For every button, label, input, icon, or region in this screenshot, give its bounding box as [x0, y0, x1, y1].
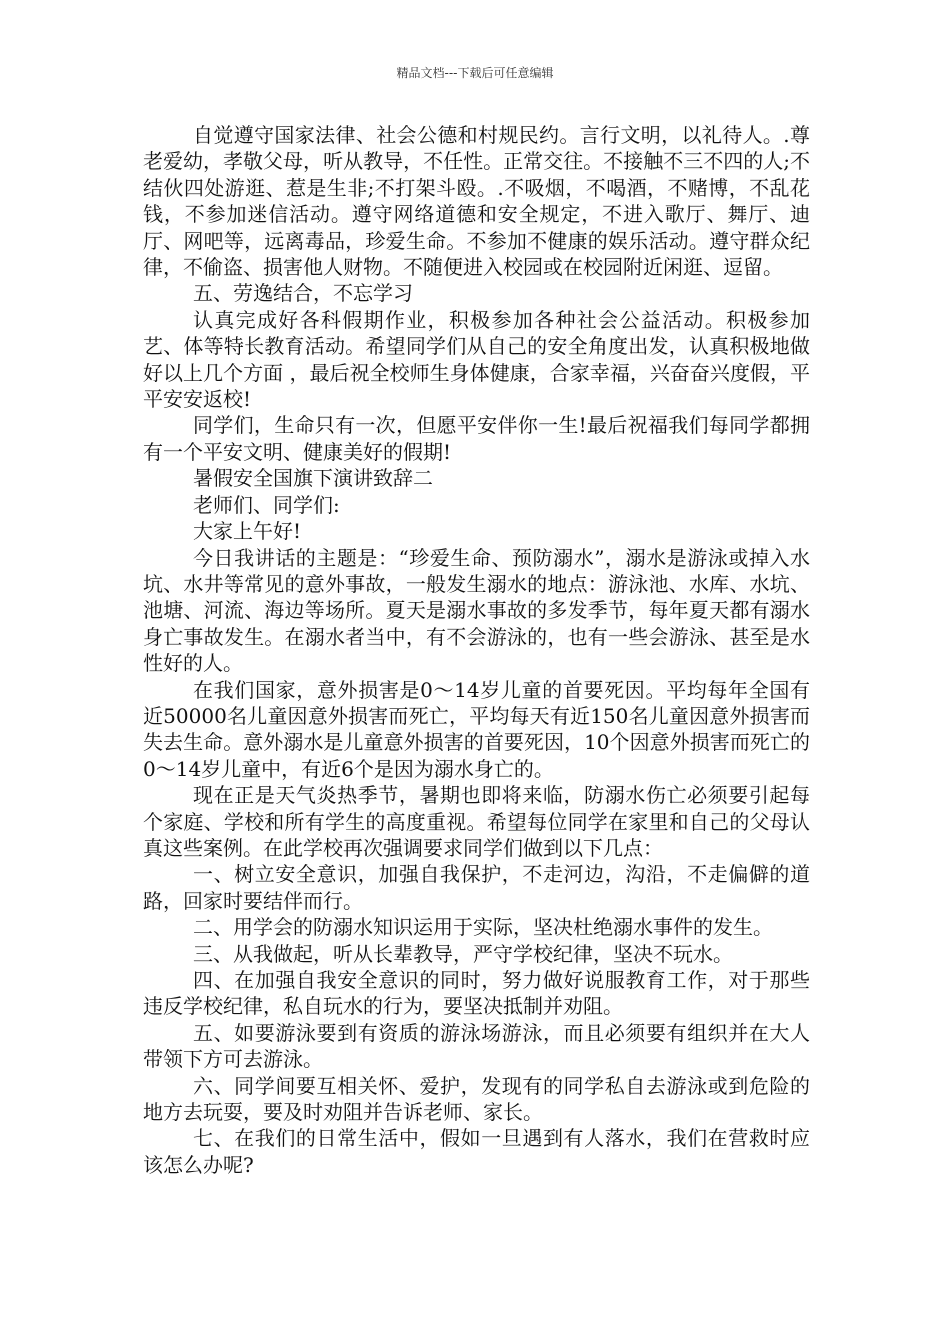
list-item: 三、从我做起，听从长辈教导，严守学校纪律，坚决不玩水。: [193, 941, 733, 966]
list-item: 一、树立安全意识，加强自我保护，不走河边，沟沿，不走偏僻的道路，回家时要结伴而行。: [143, 862, 810, 913]
paragraph: 自觉遵守国家法律、社会公德和村规民约。言行文明，以礼待人。.尊老爱幼，孝敬父母，听从教导，不任性。正常交往。不接触不三不四的人;不结伙四处游逛、惹是生非;不打架斗殴。.不吸烟，不喝酒，不赌博，不乱花钱，不参加迷信活动。遵守网络道德和安全规定，不进入歌厅、舞厅、迪厅、网吧等，远离毒品，珍爱生命。不参加不健康的娱乐活动。遵守群众纪律，不偷盗、损害他人财物。不随便进入校园或在校园附近闲逛、逗留。: [143, 123, 810, 280]
list-item: 六、同学间要互相关怀、爱护，发现有的同学私自去游泳或到危险的地方去玩耍，要及时劝阻并告诉老师、家长。: [143, 1073, 810, 1125]
list-item: 二、用学会的防溺水知识运用于实际，坚决杜绝溺水事件的发生。: [193, 915, 773, 940]
paragraph: 同学们，生命只有一次，但愿平安伴你一生!最后祝福我们每同学都拥有一个平安文明、健康美好的假期!: [143, 413, 810, 464]
greeting: 大家上午好!: [193, 519, 302, 544]
paragraph: 今日我讲话的主题是：“珍爱生命、预防溺水”，溺水是游泳或掉入水坑、水井等常见的意外事故，一般发生溺水的地点：游泳池、水库、水坑、池塘、河流、海边等场所。夏天是溺水事故的多发季节，每年夏天都有溺水身亡事故发生。在溺水者当中，有不会游泳的，也有一些会游泳、甚至是水性好的人。: [143, 545, 810, 676]
document-body: [143, 122, 810, 1178]
speech-title: 暑假安全国旗下演讲致辞二: [193, 466, 433, 491]
salutation: 老师们、同学们:: [193, 492, 340, 517]
section-heading: 五、劳逸结合，不忘学习: [193, 281, 413, 306]
paragraph: 认真完成好各科假期作业，积极参加各种社会公益活动。积极参加艺、体等特长教育活动。希望同学们从自己的安全角度出发，认真积极地做好以上几个方面 ，最后祝全校师生身体健康，合家幸福，兴奋奋兴度假，平平安安返校!: [143, 307, 810, 412]
paragraph: 现在正是天气炎热季节，暑期也即将来临，防溺水伤亡必须要引起每个家庭、学校和所有学生的高度重视。希望每位同学在家里和自己的父母认真这些案例。在此学校再次强调要求同学们做到以下几点：: [143, 783, 810, 860]
list-item: 五、如要游泳要到有资质的游泳场游泳，而且必须要有组织并在大人带领下方可去游泳。: [143, 1020, 810, 1072]
list-item: 七、在我们的日常生活中，假如一旦遇到有人落水，我们在营救时应该怎么办呢?: [143, 1126, 810, 1177]
paragraph: 在我们国家，意外损害是0～14岁儿童的首要死因。平均每年全国有近50000名儿童因意外损害而死亡，平均每天有近150名儿童因意外损害而失去生命。意外溺水是儿童意外损害的首要死因，10个因意外损害而死亡的0～14岁儿童中，有近6个是因为溺水身亡的。: [143, 677, 810, 781]
list-item: 四、在加强自我安全意识的同时，努力做好说服教育工作，对于那些违反学校纪律，私自玩水的行为，要坚决抵制并劝阻。: [143, 968, 810, 1019]
page-header: 精品文档---下载后可任意编辑: [396, 66, 554, 80]
